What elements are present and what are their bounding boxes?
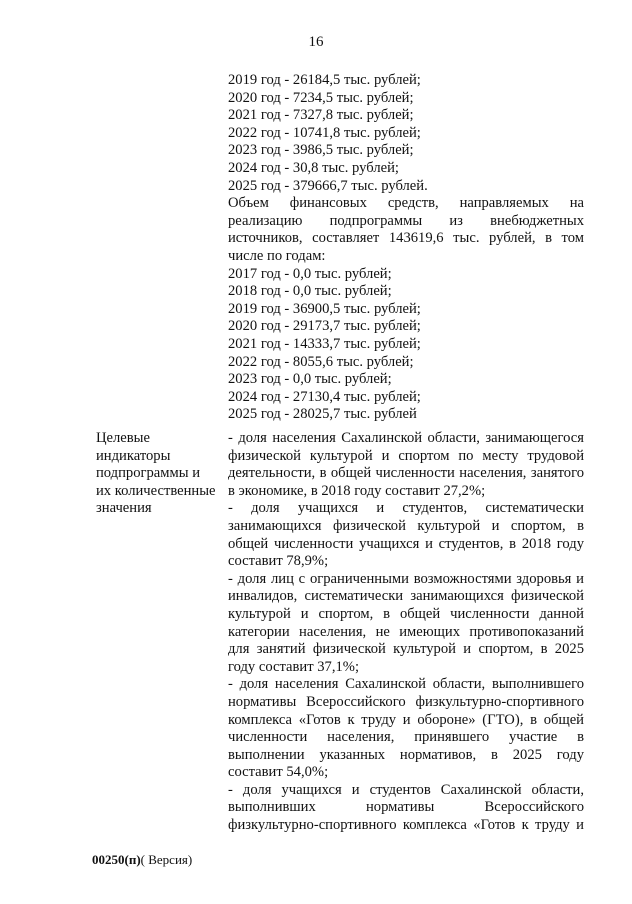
indicator-line: - доля лиц с ограниченными возможностями здоровья и	[228, 570, 584, 587]
indicator-line: физкультурно-спортивного комплекса «Готов к труду и	[228, 817, 584, 834]
document-version: ( Версия)	[140, 852, 193, 867]
label-line: Целевые	[96, 430, 150, 446]
text-line: 2024 год - 27130,4 тыс. рублей;	[228, 388, 421, 405]
text-line: 2018 год - 0,0 тыс. рублей;	[228, 283, 392, 300]
indicator-line: категории населения, не имеющих противопоказаний	[228, 623, 584, 640]
text-line: 2025 год - 379666,7 тыс. рублей.	[228, 177, 428, 194]
indicator-line: - доля учащихся и студентов, систематически	[228, 500, 584, 517]
indicator-line: выполнении указанных нормативов, в 2025 году	[228, 746, 584, 763]
indicator-line: выполнивших нормативы Всероссийского	[228, 799, 584, 816]
text-line: 2019 год - 36900,5 тыс. рублей;	[228, 300, 421, 317]
text-line: реализацию подпрограммы из внебюджетных	[228, 212, 584, 229]
text-line: 2025 год - 28025,7 тыс. рублей	[228, 406, 417, 423]
indicator-line: - доля учащихся и студентов Сахалинской области,	[228, 781, 584, 798]
indicators-values-block	[228, 430, 584, 835]
document-footer	[92, 852, 192, 868]
document-code: 00250(п)	[92, 852, 141, 867]
text-line: 2019 год - 26184,5 тыс. рублей;	[228, 72, 421, 88]
label-line: их количественные	[96, 482, 216, 499]
indicator-line: занимающихся физической культурой и спортом, в	[228, 517, 584, 534]
indicator-line: - доля населения Сахалинской области, занимающегося	[228, 430, 584, 446]
indicator-line: инвалидов, систематически занимающихся физической	[228, 588, 584, 605]
text-line: 2023 год - 0,0 тыс. рублей;	[228, 371, 392, 388]
indicator-line: численности населения, принявшего участие в	[228, 729, 584, 746]
text-line: 2017 год - 0,0 тыс. рублей;	[228, 265, 392, 282]
text-line: 2021 год - 14333,7 тыс. рублей;	[228, 335, 421, 352]
financing-by-year-block	[228, 72, 584, 424]
indicator-line: для занятий физической культурой и спортом, в 2025	[228, 641, 584, 658]
indicator-line: физической культурой и спортом по месту трудовой	[228, 447, 584, 464]
text-line: источников, составляет 143619,6 тыс. рублей, в том	[228, 230, 584, 247]
text-line: числе по годам:	[228, 247, 326, 264]
page-number: 16	[308, 34, 324, 50]
indicator-line: составит 78,9%;	[228, 553, 329, 570]
indicator-line: - доля населения Сахалинской области, выполнившего	[228, 676, 584, 693]
indicator-line: комплекса «Готов к труду и обороне» (ГТО), в общей	[228, 711, 584, 728]
text-line: 2022 год - 8055,6 тыс. рублей;	[228, 353, 414, 370]
indicator-line: деятельности, в общей численности населения, занятого	[228, 465, 584, 482]
indicator-line: общей численности учащихся и студентов, в 2018 году	[228, 535, 584, 552]
indicator-line: нормативы Всероссийского физкультурно-спортивного	[228, 693, 584, 710]
text-line: 2020 год - 7234,5 тыс. рублей;	[228, 89, 414, 106]
indicator-line: году составит 37,1%;	[228, 658, 359, 675]
text-line: 2021 год - 7327,8 тыс. рублей;	[228, 107, 414, 124]
text-line: 2024 год - 30,8 тыс. рублей;	[228, 159, 399, 176]
text-line: Объем финансовых средств, направляемых на	[228, 195, 584, 212]
label-line: подпрограммы и	[96, 465, 201, 482]
indicators-label	[96, 430, 226, 518]
label-line: значения	[96, 500, 152, 517]
text-line: 2023 год - 3986,5 тыс. рублей;	[228, 142, 414, 159]
label-line: индикаторы	[96, 447, 171, 464]
indicator-line: культурой и спортом, в общей численности данной	[228, 605, 584, 622]
text-line: 2020 год - 29173,7 тыс. рублей;	[228, 318, 421, 335]
indicator-line: в экономике, в 2018 году составит 27,2%;	[228, 482, 486, 499]
text-line: 2022 год - 10741,8 тыс. рублей;	[228, 124, 421, 141]
indicator-line: составит 54,0%;	[228, 764, 329, 781]
